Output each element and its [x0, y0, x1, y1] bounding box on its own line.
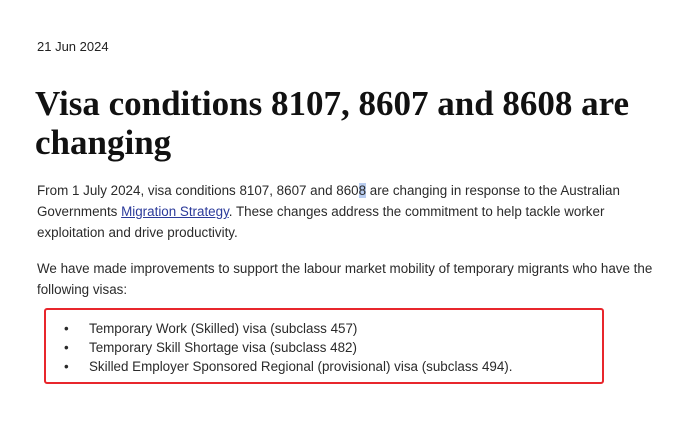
bullet-icon: • — [64, 321, 69, 336]
visa-name: Temporary Skill Shortage visa (subclass 482) — [89, 340, 357, 355]
visa-name: Skilled Employer Sponsored Regional (provisional) visa (subclass 494). — [89, 359, 513, 374]
visa-list — [46, 319, 513, 376]
intro-text-start: From 1 July 2024, visa conditions 8107, 8607 and 860 — [37, 183, 359, 198]
intro-text-middle: are changing in response to the Australian Governments — [37, 183, 620, 219]
visa-list-item — [46, 357, 513, 376]
migration-strategy-link[interactable]: Migration Strategy — [121, 204, 229, 219]
intro-text-end: . These changes address the commitment to help tackle worker exploitation and drive productivity. — [37, 204, 605, 240]
visa-intro-paragraph: We have made improvements to support the labour market mobility of temporary migrants who have the following visas: — [37, 261, 653, 297]
bullet-icon: • — [64, 340, 69, 355]
visa-name: Temporary Work (Skilled) visa (subclass 457) — [89, 321, 358, 336]
visa-list-item — [46, 338, 513, 357]
page-title: Visa conditions 8107, 8607 and 8608 are changing — [35, 84, 630, 162]
selected-text: 8 — [358, 183, 367, 198]
visa-list-item — [46, 319, 513, 338]
bullet-icon: • — [64, 359, 69, 374]
publish-date: 21 Jun 2024 — [37, 39, 109, 54]
highlighted-visa-list-box — [44, 308, 604, 384]
intro-paragraph — [37, 180, 667, 243]
